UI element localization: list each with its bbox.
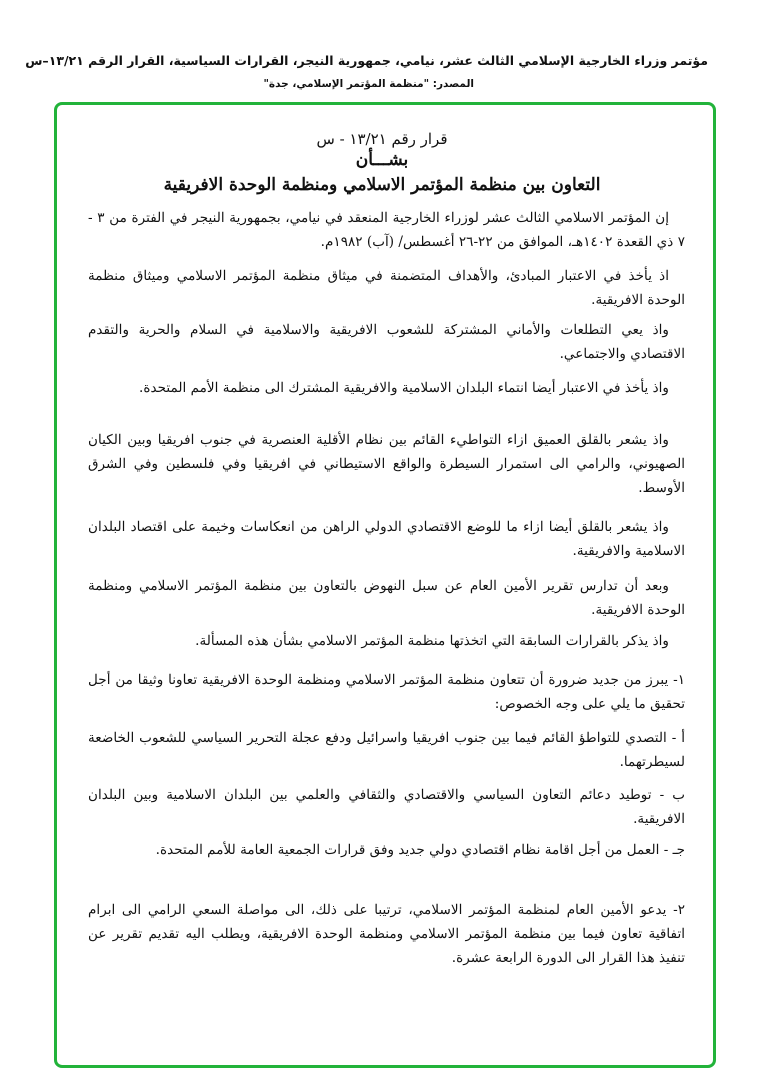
- preamble-paragraph: واذ يشعر بالقلق أيضا ازاء ما للوضع الاقتصادي الدولي الراهن من انعكاسات وخيمة على اقتصاد البلدان الاسلامية والافريقية.: [88, 519, 685, 559]
- document-source: المصدر: "منظمة المؤتمر الإسلامي، جدة": [263, 78, 474, 90]
- operative-subitem: ب - توطيد دعائم التعاون السياسي والاقتصادي والثقافي والعلمي بين البلدان الاسلامية وبين البلدان الافريقية.: [88, 787, 685, 827]
- preamble-paragraph: واذ يأخذ في الاعتبار أيضا انتماء البلدان الاسلامية والافريقية المشترك الى منظمة الأمم المتحدة.: [139, 380, 669, 396]
- operative-subitem: جـ - العمل من أجل اقامة نظام اقتصادي دولي جديد وفق قرارات الجمعية العامة للأمم المتحدة.: [155, 842, 685, 858]
- preamble-paragraph: إن المؤتمر الاسلامي الثالث عشر لوزراء الخارجية المنعقد في نيامي، بجمهورية النيجر في الفترة من ٣ - ٧ ذي القعدة ١٤٠٢هـ، الموافق من ٢٢-٢٦ أغسطس/ (آب) ١٩٨٢م.: [88, 210, 685, 250]
- preamble-paragraph: واذ يذكر بالقرارات السابقة التي اتخذتها منظمة المؤتمر الاسلامي بشأن هذه المسألة.: [195, 633, 669, 649]
- preamble-paragraph: وبعد أن تدارس تقرير الأمين العام عن سبل النهوض بالتعاون بين منظمة المؤتمر الاسلامي ومنظمة الوحدة الافريقية.: [88, 578, 685, 618]
- operative-item: ٢- يدعو الأمين العام لمنظمة المؤتمر الاسلامي، ترتيبا على ذلك، الى مواصلة السعي الرامي الى ابرام اتفاقية تعاون فيما بين منظمة المؤتمر الاسلامي ومنظمة الوحدة الافريقية، ويطلب اليه تقديم تقرير عن تنفيذ هذا القرار الى الدورة الرابعة عشرة.: [88, 902, 685, 966]
- document-header-title: مؤتمر وزراء الخارجية الإسلامي الثالث عشر، نيامي، جمهورية النيجر، القرارات السياسية، القرار الرقم ١٣/٢١–س: [25, 53, 708, 68]
- preamble-paragraph: واذ يعي التطلعات والأماني المشتركة للشعوب الافريقية والاسلامية في السلام والحرية والتقدم الاقتصادي والاجتماعي.: [88, 322, 685, 362]
- operative-subitem: أ - التصدي للتواطؤ القائم فيما بين جنوب افريقيا واسرائيل ودفع عجلة التحرير السياسي للشعوب الخاضعة لسيطرتهما.: [88, 730, 685, 770]
- resolution-subject: التعاون بين منظمة المؤتمر الاسلامي ومنظمة الوحدة الافريقية: [163, 175, 601, 195]
- preamble-paragraph: واذ يشعر بالقلق العميق ازاء التواطيء القائم بين نظام الأقلية العنصرية في جنوب افريقيا وبين الكيان الصهيوني، والرامي الى استمرار السيطرة والواقع الاستيطاني في افريقيا وفي فلسطين وفي الشرق الأوسط.: [88, 432, 685, 496]
- operative-item: ١- يبرز من جديد ضرورة أن تتعاون منظمة المؤتمر الاسلامي ومنظمة الوحدة الافريقية تعاونا وثيقا من أجل تحقيق ما يلي على وجه الخصوص:: [88, 672, 685, 712]
- regarding-heading: بشـــأن: [355, 150, 409, 170]
- preamble-paragraph: اذ يأخذ في الاعتبار المبادئ، والأهداف المتضمنة في ميثاق منظمة المؤتمر الاسلامي وميثاق منظمة الوحدة الافريقية.: [88, 268, 685, 308]
- resolution-number: قرار رقم ١٣/٢١ - س: [316, 130, 448, 148]
